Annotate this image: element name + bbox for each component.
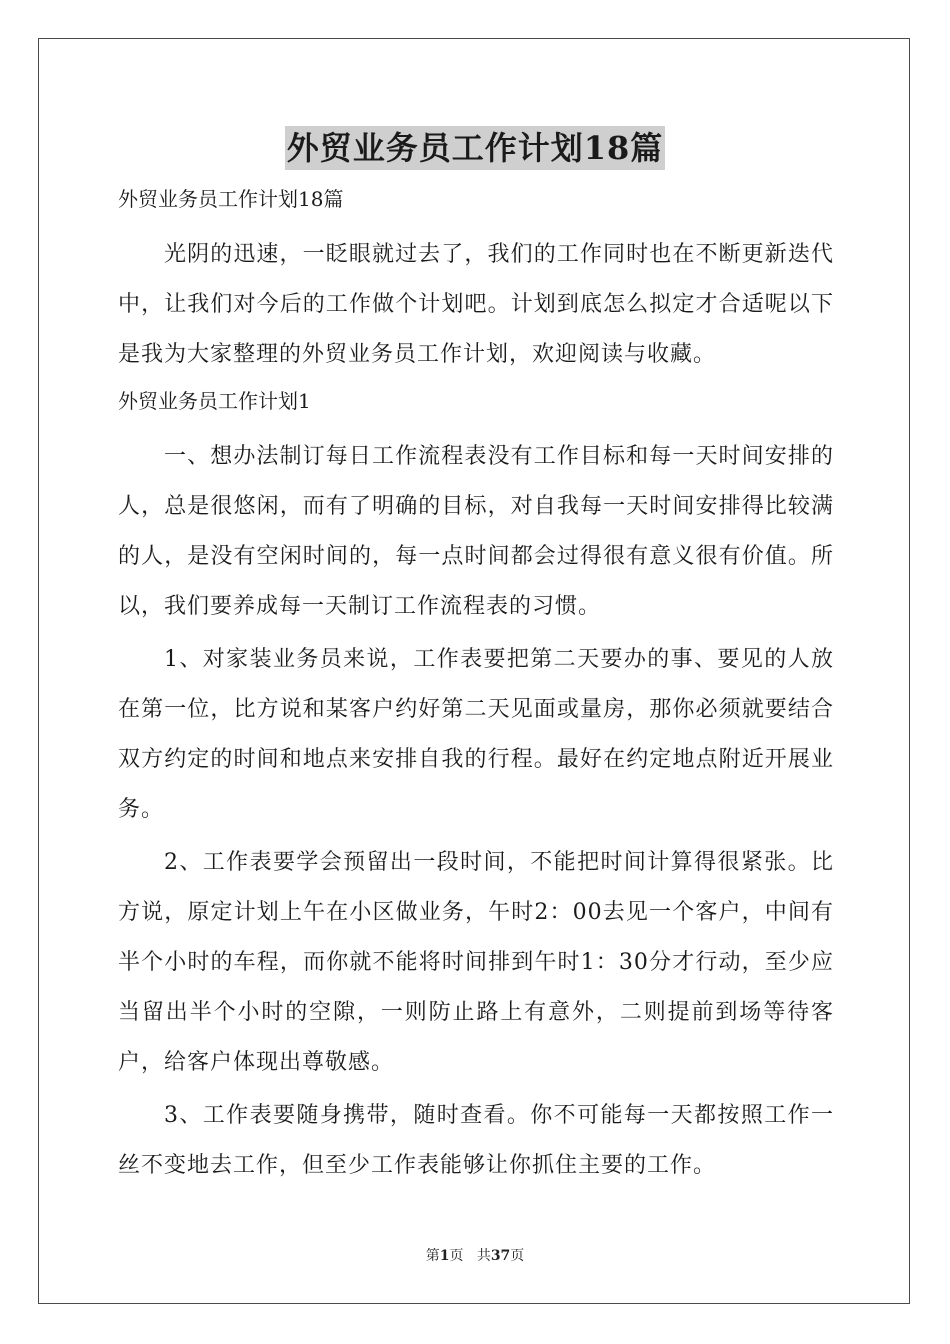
page-suffix: 页: [449, 1248, 464, 1264]
intro-paragraph: 光阴的迅速，一眨眼就过去了，我们的工作同时也在不断更新迭代中，让我们对今后的工作做个计划吧。计划到底怎么拟定才合适呢以下是我为大家整理的外贸业务员工作计划，欢迎阅读与收藏。: [118, 242, 834, 367]
section-heading: 外贸业务员工作计划1: [118, 389, 311, 413]
body-paragraph: 一、想办法制订每日工作流程表没有工作目标和每一天时间安排的人，总是很悠闲，而有了明确的目标，对自我每一天时间安排得比较满的人，是没有空闲时间的，每一点时间都会过得很有意义很有价值。所以，我们要养成每一天制订工作流程表的习惯。: [118, 444, 834, 619]
document-body: [118, 182, 834, 1191]
body-paragraph: 2、工作表要学会预留出一段时间，不能把时间计算得很紧张。比方说，原定计划上午在小区做业务，午时2：00去见一个客户，中间有半个小时的车程，而你就不能将时间排到午时1：30分才行动，至少应当留出半个小时的空隙，一则防止路上有意外，二则提前到场等待客户，给客户体现出尊敬感。: [118, 850, 834, 1075]
body-paragraph: 3、工作表要随身携带，随时查看。你不可能每一天都按照工作一丝不变地去工作，但至少工作表能够让你抓住主要的工作。: [118, 1103, 834, 1178]
total-suffix: 页: [510, 1248, 525, 1264]
total-prefix: 共: [476, 1248, 491, 1264]
page-footer: [0, 1246, 950, 1266]
page-number: 1: [439, 1248, 450, 1264]
body-paragraph: 1、对家装业务员来说，工作表要把第二天要办的事、要见的人放在第一位，比方说和某客户约好第二天见面或量房，那你必须就要结合双方约定的时间和地点来安排自我的行程。最好在约定地点附近开展业务。: [118, 647, 834, 822]
page-prefix: 第: [425, 1248, 440, 1264]
total-pages: 37: [490, 1248, 511, 1264]
document-subtitle: 外贸业务员工作计划18篇: [118, 187, 344, 211]
document-title: 外贸业务员工作计划18篇: [285, 126, 666, 170]
title-container: [0, 126, 950, 170]
